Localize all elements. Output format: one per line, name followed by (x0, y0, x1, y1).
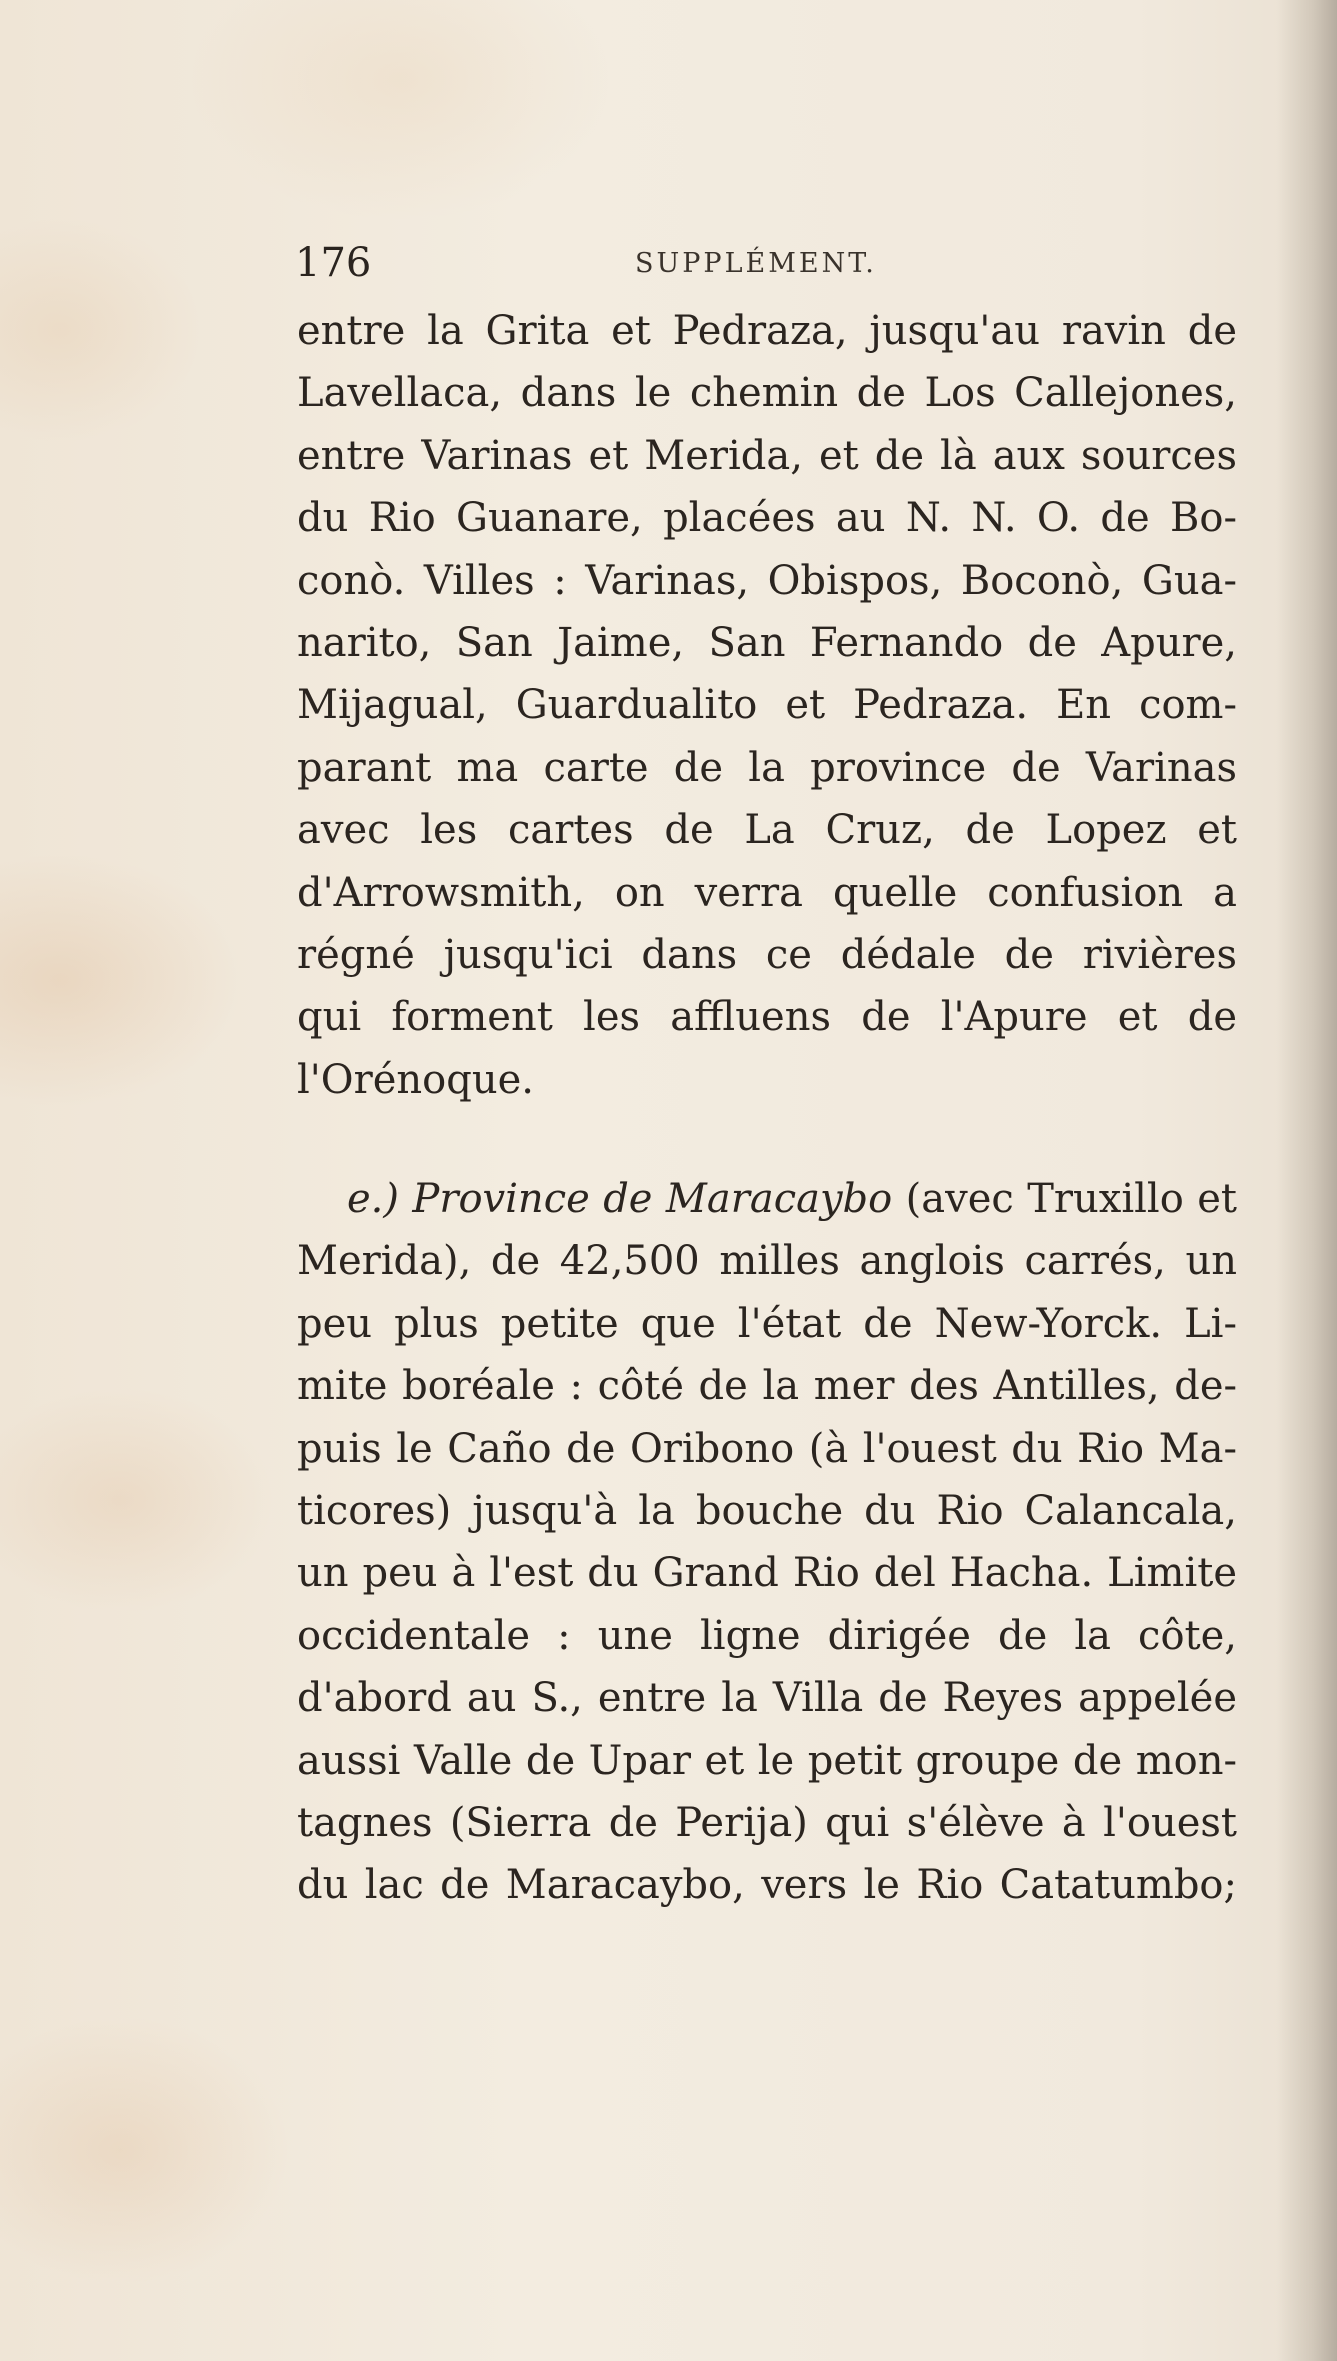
text-line: entre Varinas et Merida, et de là aux sources (297, 432, 1237, 479)
text-line: d'Arrowsmith, on verra quelle confusion a (297, 869, 1237, 916)
text-line: entre la Grita et Pedraza, jusqu'au ravin de (297, 308, 1237, 354)
page-number: 176 (295, 240, 372, 286)
text-line: conò. Villes : Varinas, Obispos, Boconò, Gua- (297, 557, 1237, 604)
page-gutter-shadow (1277, 0, 1337, 2361)
text-line: régné jusqu'ici dans ce dédale de rivières (297, 931, 1237, 978)
text-line: qui forment les affluens de l'Apure et de (297, 994, 1237, 1041)
section-heading-line (297, 1168, 1237, 1230)
text-line: puis le Caño de Oribono (à l'ouest du Rio Ma- (297, 1425, 1237, 1472)
text-line: Mijagual, Guardualito et Pedraza. En com- (297, 682, 1237, 729)
text-line: du lac de Maracaybo, vers le Rio Catatumbo; (297, 1862, 1237, 1909)
section-heading-rest: (avec Truxillo et (892, 1176, 1237, 1223)
text-line: parant ma carte de la province de Varinas (297, 744, 1237, 791)
text-line: narito, San Jaime, San Fernando de Apure, (297, 619, 1237, 666)
text-line: Lavellaca, dans le chemin de Los Callejones, (297, 370, 1237, 417)
text-line: Merida), de 42,500 milles anglois carrés, un (297, 1238, 1237, 1285)
text-line: un peu à l'est du Grand Rio del Hacha. Limite (297, 1550, 1237, 1597)
body-text (297, 300, 1237, 1917)
text-line: ticores) jusqu'à la bouche du Rio Calancala, (297, 1488, 1237, 1535)
running-title: SUPPLÉMENT. (635, 248, 877, 279)
text-line: du Rio Guanare, placées au N. N. O. de Bo- (297, 495, 1237, 542)
text-line: avec les cartes de La Cruz, de Lopez et (297, 807, 1237, 854)
text-line: d'abord au S., entre la Villa de Reyes appelée (297, 1675, 1237, 1722)
text-line: aussi Valle de Upar et le petit groupe de mon- (297, 1737, 1237, 1784)
text-line: mite boréale : côté de la mer des Antilles, de- (297, 1363, 1237, 1410)
paragraph-gap (297, 1111, 1237, 1168)
text-line: peu plus petite que l'état de New-Yorck. Li- (297, 1300, 1237, 1347)
text-line: tagnes (Sierra de Perija) qui s'élève à l'ouest (297, 1799, 1237, 1846)
text-line: l'Orénoque. (297, 1056, 534, 1103)
text-line: occidentale : une ligne dirigée de la côte, (297, 1612, 1237, 1659)
running-head (295, 238, 1235, 288)
section-heading: e.) Province de Maracaybo (347, 1176, 893, 1223)
